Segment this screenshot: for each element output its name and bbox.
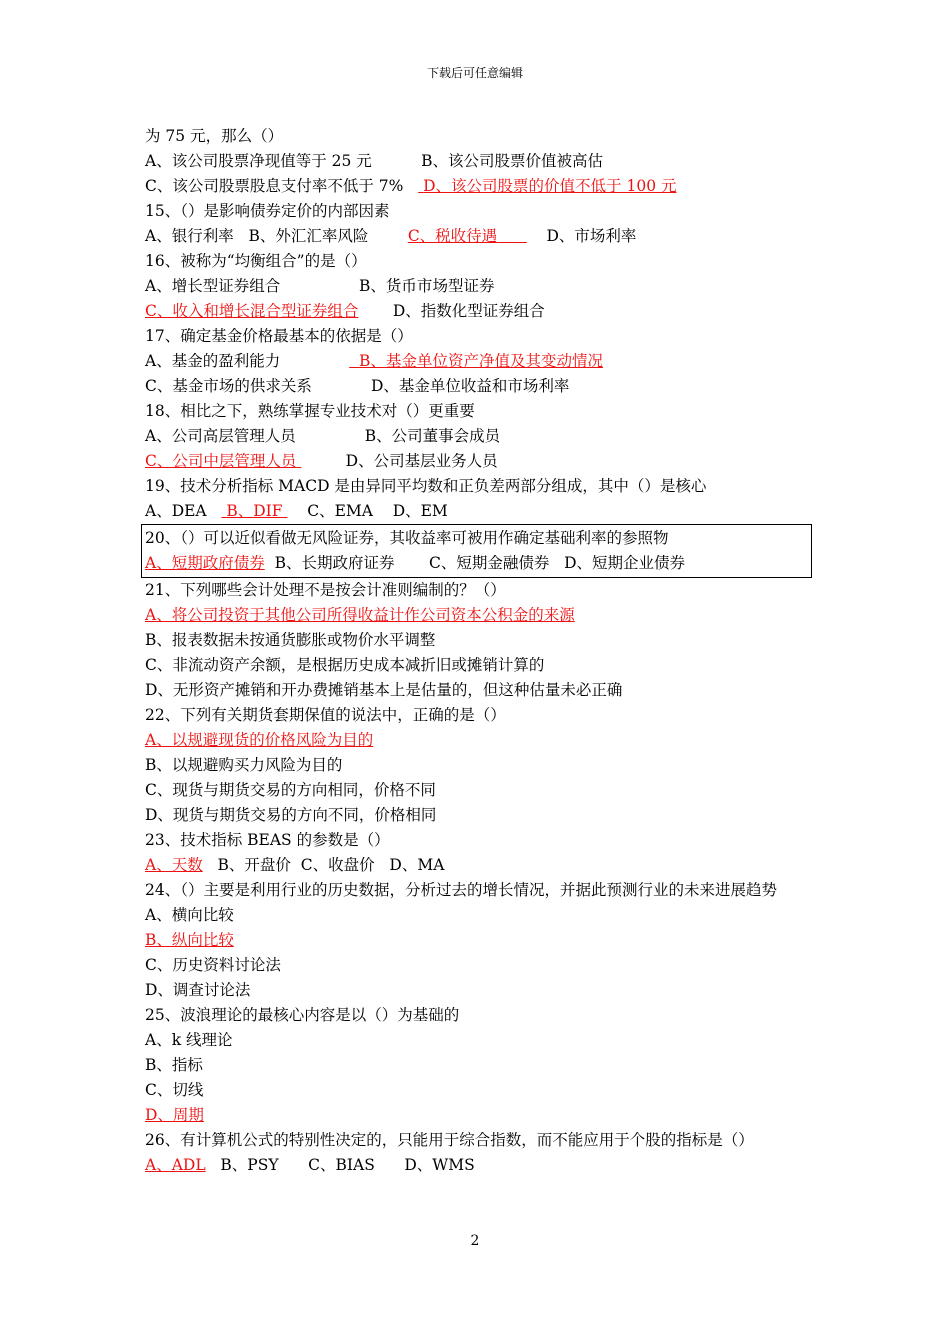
option: C、基金市场的供求关系 [145, 377, 312, 395]
question-text: 23、技术指标 BEAS 的参数是（） [145, 831, 390, 849]
option-row [145, 449, 815, 474]
highlight-box [141, 524, 812, 578]
document-body [145, 124, 815, 1178]
answer-option: A、短期政府债券 [145, 554, 265, 572]
answer-option: A、ADL [145, 1156, 206, 1174]
answer-option: C、收入和增长混合型证券组合 [145, 302, 359, 320]
option: B、PSY [220, 1156, 279, 1174]
option-row [145, 299, 815, 324]
option-row [145, 499, 815, 524]
answer-option: A、以规避现货的价格风险为目的 [145, 731, 374, 749]
answer-option: C、税收待遇 [407, 227, 498, 245]
option: D、EM [392, 502, 448, 520]
question-text: 26、有计算机公式的特别性决定的，只能用于综合指数，而不能应用于个股的指标是（） [145, 1131, 754, 1149]
option: C、切线 [145, 1081, 204, 1099]
answer-option: B、基金单位资产净值及其变动情况 [359, 352, 603, 370]
option: A、增长型证券组合 [145, 277, 281, 295]
option: A、银行利率 [145, 227, 234, 245]
question-text: 21、下列哪些会计处理不是按会计准则编制的？（） [145, 581, 506, 599]
option-row [145, 1153, 815, 1178]
option: B、以规避购买力风险为目的 [145, 756, 343, 774]
option: D、公司基层业务人员 [345, 452, 498, 470]
option: A、k 线理论 [145, 1031, 233, 1049]
option: B、外汇汇率风险 [248, 227, 369, 245]
option: D、指数化型证券组合 [392, 302, 545, 320]
question-text: 18、相比之下，熟练掌握专业技术对（）更重要 [145, 402, 475, 420]
option: B、长期政府证券 [274, 554, 395, 572]
question-text: 为 75 元，那么（） [145, 127, 284, 145]
option: B、货币市场型证券 [359, 277, 495, 295]
question-text: 24、（）主要是利用行业的历史数据，分析过去的增长情况，并据此预测行业的未来进展趋势 [145, 881, 777, 899]
option: C、BIAS [308, 1156, 375, 1174]
question-text: 19、技术分析指标 MACD 是由异同平均数和正负差两部分组成，其中（）是核心 [145, 477, 707, 495]
option-row [145, 349, 815, 374]
question-text: 22、下列有关期货套期保值的说法中，正确的是（） [145, 706, 506, 724]
option: D、市场利率 [546, 227, 637, 245]
option: D、无形资产摊销和开办费摊销基本上是估量的，但这种估量未必正确 [145, 681, 623, 699]
option: B、公司董事会成员 [364, 427, 501, 445]
page-number: 2 [470, 1233, 480, 1249]
answer-option: D、该公司股票的价值不低于 100 元 [423, 177, 677, 195]
option: A、公司高层管理人员 [145, 427, 296, 445]
option: B、该公司股票价值被高估 [421, 152, 603, 170]
option-row [145, 274, 815, 299]
question-text: 16、被称为“均衡组合”的是（） [145, 252, 367, 270]
option: C、现货与期货交易的方向相同，价格不同 [145, 781, 436, 799]
option: D、现货与期货交易的方向不同，价格相同 [145, 806, 437, 824]
option-row [145, 224, 815, 249]
option: B、指标 [145, 1056, 203, 1074]
option: A、该公司股票净现值等于 25 元 [145, 152, 372, 170]
option: D、WMS [404, 1156, 475, 1174]
option: C、EMA [307, 502, 373, 520]
option: A、基金的盈利能力 [145, 352, 281, 370]
question-text: 17、确定基金价格最基本的依据是（） [145, 327, 413, 345]
option-row [145, 174, 815, 199]
question-text: 25、波浪理论的最核心内容是以（）为基础的 [145, 1006, 460, 1024]
option: D、调查讨论法 [145, 981, 251, 999]
answer-option: D、周期 [145, 1106, 204, 1124]
option: A、DEA [145, 502, 207, 520]
page-header: 下载后可任意编辑 [426, 66, 523, 80]
answer-option: B、纵向比较 [145, 931, 234, 949]
answer-option: B、DIF [226, 502, 283, 520]
option-row [145, 374, 815, 399]
option-row [145, 551, 808, 576]
option-row [145, 149, 815, 174]
option: C、非流动资产余额，是根据历史成本减折旧或摊销计算的 [145, 656, 545, 674]
option: C、收盘价 [300, 856, 375, 874]
option: D、MA [389, 856, 445, 874]
option-row [145, 853, 815, 878]
answer-option: A、天数 [145, 856, 203, 874]
option: C、短期金融债券 [428, 554, 550, 572]
question-text: 15、（）是影响债券定价的内部因素 [145, 202, 390, 220]
question-text: 20、（）可以近似看做无风险证券，其收益率可被用作确定基础利率的参照物 [145, 529, 669, 547]
option: B、报表数据未按通货膨胀或物价水平调整 [145, 631, 436, 649]
option: D、基金单位收益和市场利率 [371, 377, 570, 395]
answer-option: C、公司中层管理人员 [145, 452, 297, 470]
answer-option: A、将公司投资于其他公司所得收益计作公司资本公积金的来源 [145, 606, 575, 624]
option: C、该公司股票股息支付率不低于 7% [145, 177, 404, 195]
option: D、短期企业债券 [564, 554, 686, 572]
option-row [145, 424, 815, 449]
option: B、开盘价 [217, 856, 291, 874]
option: A、横向比较 [145, 906, 234, 924]
option: C、历史资料讨论法 [145, 956, 281, 974]
